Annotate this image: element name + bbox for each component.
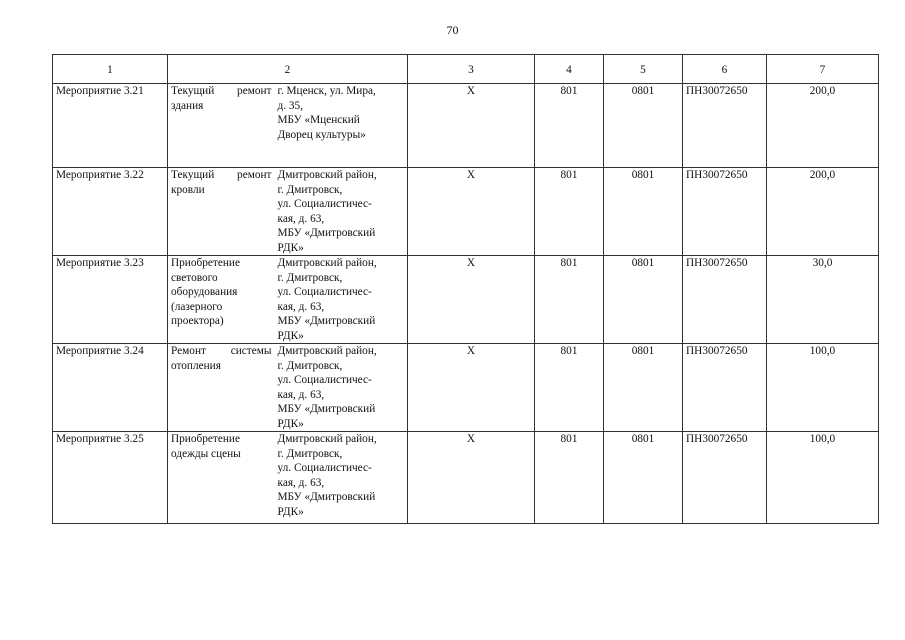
header-cell: 4 bbox=[535, 55, 604, 84]
address-cell bbox=[275, 344, 408, 432]
table-row bbox=[53, 432, 879, 524]
address-line: г. Дмитровск, bbox=[277, 447, 343, 460]
col4-cell: 801 bbox=[535, 432, 604, 524]
table-row bbox=[53, 344, 879, 432]
table-row bbox=[53, 168, 879, 256]
address-line: кая, д. 63, bbox=[277, 388, 325, 401]
description-line: кровли bbox=[171, 183, 205, 196]
address-line: РДК» bbox=[277, 329, 304, 342]
header-cell: 3 bbox=[408, 55, 535, 84]
description-cell bbox=[168, 84, 275, 168]
description-line: оборудования bbox=[171, 286, 238, 298]
event-cell: Мероприятие 3.22 bbox=[53, 168, 168, 256]
description-cell bbox=[168, 432, 275, 524]
description-line: (лазерного bbox=[171, 300, 223, 313]
header-cell: 5 bbox=[604, 55, 683, 84]
amount-cell: 100,0 bbox=[767, 432, 879, 524]
description-cell bbox=[168, 344, 275, 432]
address-line: г. Дмитровск, bbox=[277, 359, 343, 372]
event-cell: Мероприятие 3.25 bbox=[53, 432, 168, 524]
description-line: Приобретение bbox=[171, 433, 240, 445]
description-line: Приобретение bbox=[171, 257, 240, 269]
address-line: Дмитровский район, bbox=[277, 345, 377, 357]
address-line: РДК» bbox=[277, 241, 304, 254]
col6-cell: ПН30072650 bbox=[683, 256, 767, 344]
address-cell bbox=[275, 256, 408, 344]
col5-cell: 0801 bbox=[604, 84, 683, 168]
header-cell: 7 bbox=[767, 55, 879, 84]
address-line: ул. Социалистичес- bbox=[277, 286, 372, 298]
col6-cell: ПН30072650 bbox=[683, 344, 767, 432]
amount-cell: 200,0 bbox=[767, 84, 879, 168]
description-line: Текущий ремонт bbox=[171, 85, 272, 97]
col5-cell: 0801 bbox=[604, 432, 683, 524]
address-line: кая, д. 63, bbox=[277, 476, 325, 489]
col3-cell: Х bbox=[408, 168, 535, 256]
col6-cell: ПН30072650 bbox=[683, 84, 767, 168]
address-line: РДК» bbox=[277, 417, 304, 430]
col4-cell: 801 bbox=[535, 84, 604, 168]
col5-cell: 0801 bbox=[604, 256, 683, 344]
address-line: МБУ «Дмитровский bbox=[277, 315, 376, 327]
description-cell bbox=[168, 168, 275, 256]
description-line: проектора) bbox=[171, 315, 224, 327]
description-line: одежды сцены bbox=[171, 447, 241, 460]
address-cell bbox=[275, 168, 408, 256]
header-cell: 2 bbox=[168, 55, 408, 84]
col5-cell: 0801 bbox=[604, 168, 683, 256]
description-line: Текущий ремонт bbox=[171, 169, 272, 181]
budget-table bbox=[52, 54, 879, 524]
col4-cell: 801 bbox=[535, 168, 604, 256]
description-line: здания bbox=[171, 99, 204, 112]
header-row bbox=[53, 55, 879, 84]
header-cell: 6 bbox=[683, 55, 767, 84]
col6-cell: ПН30072650 bbox=[683, 432, 767, 524]
col3-cell: Х bbox=[408, 84, 535, 168]
description-line: светового bbox=[171, 271, 218, 284]
address-line: кая, д. 63, bbox=[277, 300, 325, 313]
address-line: ул. Социалистичес- bbox=[277, 462, 372, 474]
address-line: РДК» bbox=[277, 505, 304, 518]
amount-cell: 30,0 bbox=[767, 256, 879, 344]
event-cell: Мероприятие 3.24 bbox=[53, 344, 168, 432]
event-cell: Мероприятие 3.23 bbox=[53, 256, 168, 344]
amount-cell: 200,0 bbox=[767, 168, 879, 256]
address-line: кая, д. 63, bbox=[277, 212, 325, 225]
address-line: г. Дмитровск, bbox=[277, 183, 343, 196]
col4-cell: 801 bbox=[535, 256, 604, 344]
address-line: Дворец культуры» bbox=[277, 128, 366, 141]
col4-cell: 801 bbox=[535, 344, 604, 432]
col5-cell: 0801 bbox=[604, 344, 683, 432]
address-line: Дмитровский район, bbox=[277, 169, 377, 181]
address-line: д. 35, bbox=[277, 99, 304, 112]
address-line: МБУ «Дмитровский bbox=[277, 227, 376, 239]
description-cell bbox=[168, 256, 275, 344]
address-line: г. Мценск, ул. Мира, bbox=[277, 85, 376, 97]
header-cell: 1 bbox=[53, 55, 168, 84]
table-row bbox=[53, 84, 879, 168]
address-line: ул. Социалистичес- bbox=[277, 374, 372, 386]
address-line: г. Дмитровск, bbox=[277, 271, 343, 284]
address-line: МБУ «Дмитровский bbox=[277, 491, 376, 503]
address-cell bbox=[275, 84, 408, 168]
col6-cell: ПН30072650 bbox=[683, 168, 767, 256]
address-line: Дмитровский район, bbox=[277, 433, 377, 445]
address-line: ул. Социалистичес- bbox=[277, 198, 372, 210]
address-line: МБУ «Мценский bbox=[277, 114, 360, 126]
description-line: отопления bbox=[171, 359, 221, 372]
table-row bbox=[53, 256, 879, 344]
col3-cell: Х bbox=[408, 256, 535, 344]
address-line: МБУ «Дмитровский bbox=[277, 403, 376, 415]
description-line: Ремонт системы bbox=[171, 345, 272, 357]
col3-cell: Х bbox=[408, 344, 535, 432]
page-number: 70 bbox=[446, 23, 459, 37]
event-cell: Мероприятие 3.21 bbox=[53, 84, 168, 168]
col3-cell: Х bbox=[408, 432, 535, 524]
address-line: Дмитровский район, bbox=[277, 257, 377, 269]
amount-cell: 100,0 bbox=[767, 344, 879, 432]
address-cell bbox=[275, 432, 408, 524]
